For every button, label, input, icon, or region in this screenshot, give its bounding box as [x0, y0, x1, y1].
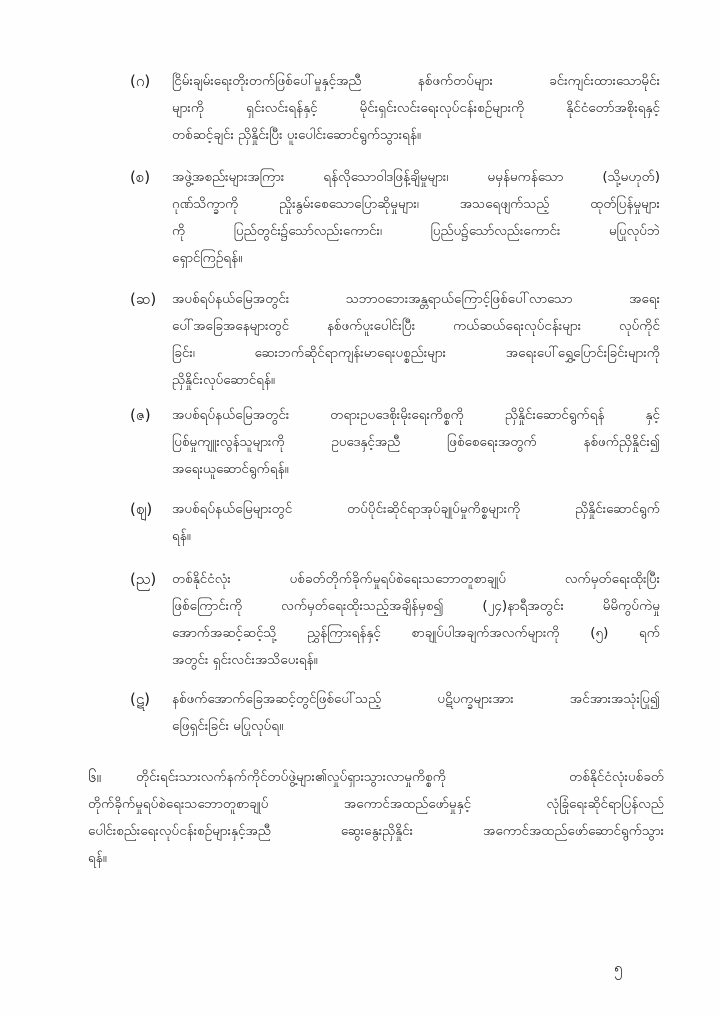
clause-marker: (ည): [130, 570, 157, 588]
clause-line: အပစ်ရပ်နယ်မြေအတွင်း တရားဥပဒေစိုးမိုးရေးကိစ္စကို ညှိနှိုင်းဆောင်ရွက်ရန် နှင့်: [172, 407, 660, 423]
clause-line: ရန်။: [172, 528, 191, 544]
paragraph-6: [88, 764, 664, 872]
paragraph-number: ၆။: [88, 768, 101, 786]
clause-line: ညှိနှိုင်းလုပ်ဆောင်ရန်။: [172, 372, 276, 388]
clause-text: [172, 402, 660, 483]
clause-line: ငြိမ်းချမ်းရေးတိုးတက်ဖြစ်ပေါ်မှုနှင့်အညီ နစ်ဖက်တပ်များ ခင်းကျင်းထားသောမိုင်း: [172, 73, 660, 89]
clause-line: ဖြစ်ကြောင်းကို လက်မှတ်ရေးထိုးသည့်အချိန်မှစ၍ (၂၄)နာရီအတွင်း မိမိကွပ်ကဲမှု: [172, 598, 660, 614]
paragraph-line: တိုက်ခိုက်မှုရပ်စဲရေးသဘောတူစာချုပ် အကောင်အထည်ဖော်မှုနှင့် လုံခြုံရေးဆိုင်ရာပြန်လည်: [88, 796, 664, 812]
clause-text: [172, 496, 660, 550]
clause-marker: (စ): [130, 168, 151, 186]
clause-line: များကို ရှင်းလင်းရန်နှင့် မိုင်းရှင်းလင်းရေးလုပ်ငန်းစဉ်များကို နိုင်ငံတော်အစိုးရနှင့်: [172, 100, 660, 116]
clause-text: [172, 686, 660, 740]
clause-line: တစ်ဆင့်ချင်း ညှိနှိုင်းပြီး ပူးပေါင်းဆောင်ရွက်သွားရန်။: [172, 127, 421, 143]
clause-line: ကို ပြည်တွင်း၌သော်လည်းကောင်း၊ ပြည်ပ၌သော်လည်းကောင်း မပြုလုပ်ဘဲ: [172, 223, 660, 239]
clause-line: ရှောင်ကြဉ်ရန်။: [172, 250, 243, 266]
clause-line: အရေးယူဆောင်ရွက်ရန်။: [172, 461, 289, 477]
clause-line: ဂုဏ်သိက္ခာကို ညှိုးနွမ်းစေသောပြောဆိုမှုများ၊ အသရေဖျက်သည့် ထုတ်ပြန်မှုများ: [172, 196, 660, 212]
clause-line: အောက်အဆင့်ဆင့်သို့ ညွှန်ကြားရန်နှင့် စာချုပ်ပါအချက်အလက်များကို (၅) ရက်: [172, 625, 660, 641]
clause-line: နစ်ဖက်အောက်ခြေအဆင့်တွင်ဖြစ်ပေါ်သည့် ပဋိပက္ခများအား အင်အားအသုံးပြု၍: [172, 691, 660, 707]
clause-marker: (ဆ): [130, 290, 157, 308]
clause-line: အပစ်ရပ်နယ်မြေအတွင်း သဘာဝဘေးအန္တရာယ်ကြောင့်ဖြစ်ပေါ်လာသော အရေး: [172, 291, 660, 307]
clause-text: [172, 164, 660, 272]
clause-line: ပေါ်အခြေအနေများတွင် နစ်ဖက်ပူးပေါင်းပြီး ကယ်ဆယ်ရေးလုပ်ငန်းများ လုပ်ကိုင်: [172, 318, 660, 334]
paragraph-line: တိုင်းရင်းသားလက်နက်ကိုင်တပ်ဖွဲ့များ၏လှုပ်ရှားသွားလာမှုကိစ္စကို တစ်နိုင်ငံလုံးပစ်ခတ်: [136, 769, 664, 785]
clause-marker: (ဈ): [130, 500, 153, 518]
clause-line: အဖွဲ့အစည်းများအကြား ရန်လိုသောဝါဒဖြန့်ချိမှုများ၊ မမှန်မကန်သော (သို့မဟုတ်): [172, 169, 660, 185]
paragraph-line: ရန်။: [88, 850, 107, 866]
clause-line: တစ်နိုင်ငံလုံး ပစ်ခတ်တိုက်ခိုက်မှုရပ်စဲရေးသဘောတူစာချုပ် လက်မှတ်ရေးထိုးပြီး: [172, 571, 660, 587]
clause-line: ခြင်း၊ ဆေးဘက်ဆိုင်ရာကျန်းမာရေးပစ္စည်းများ အရေးပေါ်ရွှေ့ပြောင်းခြင်းများကို: [172, 345, 660, 361]
page-number: ၅: [614, 959, 623, 977]
clause-marker: (ဋ): [130, 690, 151, 708]
clause-line: အပစ်ရပ်နယ်မြေများတွင် တပ်ပိုင်းဆိုင်ရာအုပ်ချုပ်မှုကိစ္စများကို ညှိနှိုင်းဆောင်ရွက်: [172, 501, 660, 517]
clause-text: [172, 68, 660, 149]
clause-marker: (ဇ): [130, 406, 151, 424]
clause-marker: (ဂ): [130, 72, 151, 90]
clause-text: [172, 566, 660, 674]
clause-line: ပြစ်မှုကျူးလွန်သူများကို ဥပဒေနှင့်အညီ ဖြစ်စေရေးအတွက် နစ်ဖက်ညှိနှိုင်း၍: [172, 434, 660, 450]
clause-line: အတွင်း ရှင်းလင်းအသိပေးရန်။: [172, 652, 318, 668]
paragraph-line: ပေါင်းစည်းရေးလုပ်ငန်းစဉ်များနှင့်အညီ ဆွေးနွေးညှိနှိုင်း အကောင်အထည်ဖော်ဆောင်ရွက်သွား: [88, 823, 664, 839]
clause-text: [172, 286, 660, 394]
clause-line: ဖြေရှင်းခြင်း မပြုလုပ်ရ။: [172, 718, 284, 734]
